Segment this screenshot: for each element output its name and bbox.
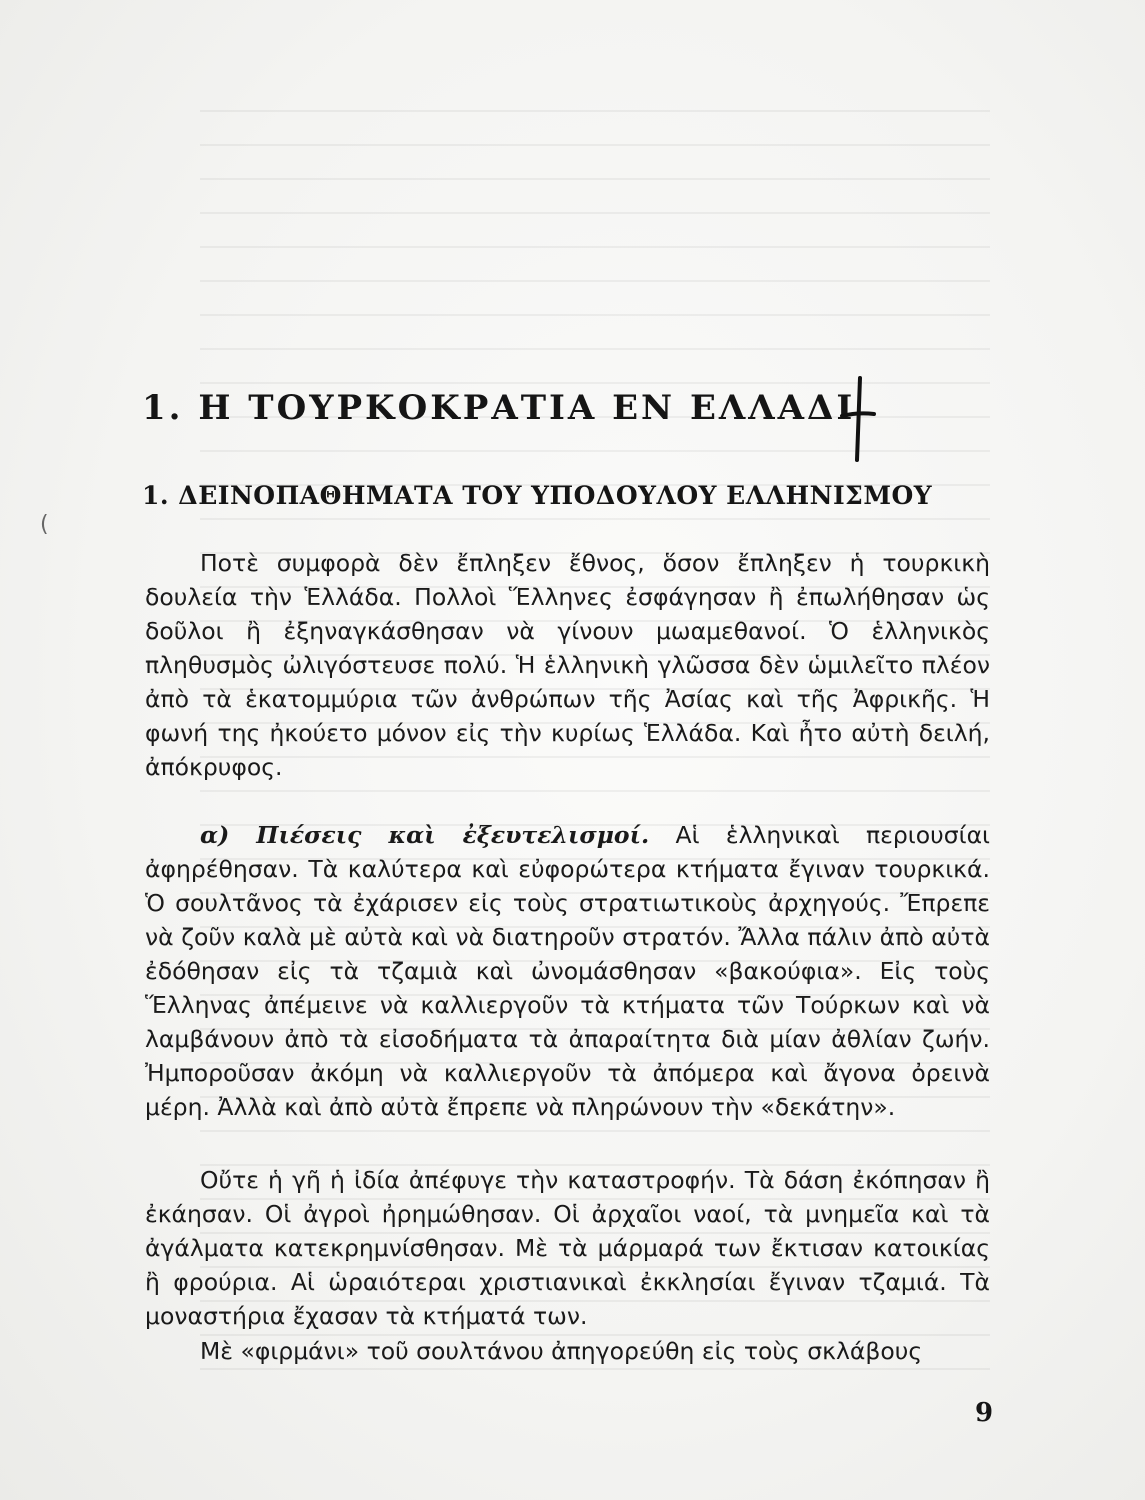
paragraph-4 bbox=[145, 1334, 990, 1368]
chapter-title: 1. Η ΤΟΥΡΚΟΚΡΑΤΙΑ ΕΝ ΕΛΛΑΔΙ bbox=[142, 388, 856, 428]
page-number: 9 bbox=[975, 1398, 994, 1428]
paragraph-2 bbox=[145, 818, 990, 1124]
paragraph-1 bbox=[145, 546, 990, 784]
subsection-body: Αἱ ἑλληνικαὶ περιουσίαι ἀφηρέθησαν. Τὰ καλύτερα καὶ εὐφορώτερα κτήματα ἔγιναν τουρκικά. Ὁ σουλτᾶνος τὰ ἐχάρισεν εἰς τοὺς στρατιωτικοὺς ἀρχηγούς. Ἔπρεπε νὰ ζοῦν καλὰ μὲ αὐτὰ καὶ νὰ διατηροῦν στρατόν. Ἄλλα πάλιν ἀπὸ αὐτὰ ἐδόθησαν εἰς τὰ τζαμιὰ καὶ ὠνομάσθησαν «βακούφια». Εἰς τοὺς Ἕλληνας ἀπέμεινε νὰ καλλιεργοῦν τὰ κτήματα τῶν Τούρκων καὶ νὰ λαμβάνουν ἀπὸ τὰ εἰσοδήματα τὰ ἀπαραίτητα διὰ μίαν ἀθλίαν ζωήν. Ἠμποροῦσαν ἀκόμη νὰ καλλιεργοῦν τὰ ἀπόμερα καὶ ἄγονα ὀρεινὰ μέρη. Ἀλλὰ καὶ ἀπὸ αὐτὰ ἔπρεπε νὰ πληρώνουν τὴν «δεκάτην». bbox=[145, 821, 991, 1121]
paragraph-3 bbox=[145, 1163, 990, 1333]
paragraph-text: Μὲ «φιρμάνι» τοῦ σουλτάνου ἀπηγορεύθη εἰς τοὺς σκλάβους bbox=[200, 1337, 923, 1365]
section-title: 1. ΔΕΙΝΟΠΑΘΗΜΑΤΑ ΤΟΥ ΥΠΟΔΟΥΛΟΥ ΕΛΛΗΝΙΣΜΟΥ bbox=[142, 481, 933, 510]
paragraph-text bbox=[145, 818, 990, 1124]
paragraph-text: Ποτὲ συμφορὰ δὲν ἔπληξεν ἔθνος, ὅσον ἔπληξεν ἡ τουρκικὴ δουλεία τὴν Ἑλλάδα. Πολλοὶ Ἕλληνες ἐσφάγησαν ἢ ἐπωλήθησαν ὡς δοῦλοι ἢ ἐξηναγκάσθησαν νὰ γίνουν μωαμεθανοί. Ὁ ἑλληνικὸς πληθυσμὸς ὠλιγόστευσε πολύ. Ἡ ἑλληνικὴ γλῶσσα δὲν ὡμιλεῖτο πλέον ἀπὸ τὰ ἑκατομμύρια τῶν ἀνθρώπων τῆς Ἀσίας καὶ τῆς Ἀφρικῆς. Ἡ φωνή της ἠκούετο μόνον εἰς τὴν κυρίως Ἑλλάδα. Καὶ ἦτο αὐτὴ δειλή, ἀπόκρυφος. bbox=[145, 549, 990, 781]
margin-mark: ( bbox=[40, 512, 49, 537]
paragraph-text: Οὔτε ἡ γῆ ἡ ἰδία ἀπέφυγε τὴν καταστροφήν. Τὰ δάση ἐκόπησαν ἢ ἐκάησαν. Οἱ ἀγροὶ ἠρημώθησαν. Οἱ ἀρχαῖοι ναοί, τὰ μνημεῖα καὶ τὰ ἀγάλματα κατεκρημνίσθησαν. Μὲ τὰ μάρμαρά των ἔκτισαν κατοικίας ἢ φρούρια. Αἱ ὡραιότεραι χριστιανικαὶ ἐκκλησίαι ἔγιναν τζαμιά. Τὰ μοναστήρια ἔχασαν τὰ κτήματά των. bbox=[145, 1166, 990, 1330]
subsection-heading: α) Πιέσεις καὶ ἐξευτελισμοί. bbox=[200, 821, 650, 849]
handwritten-cross-mark bbox=[838, 376, 878, 462]
